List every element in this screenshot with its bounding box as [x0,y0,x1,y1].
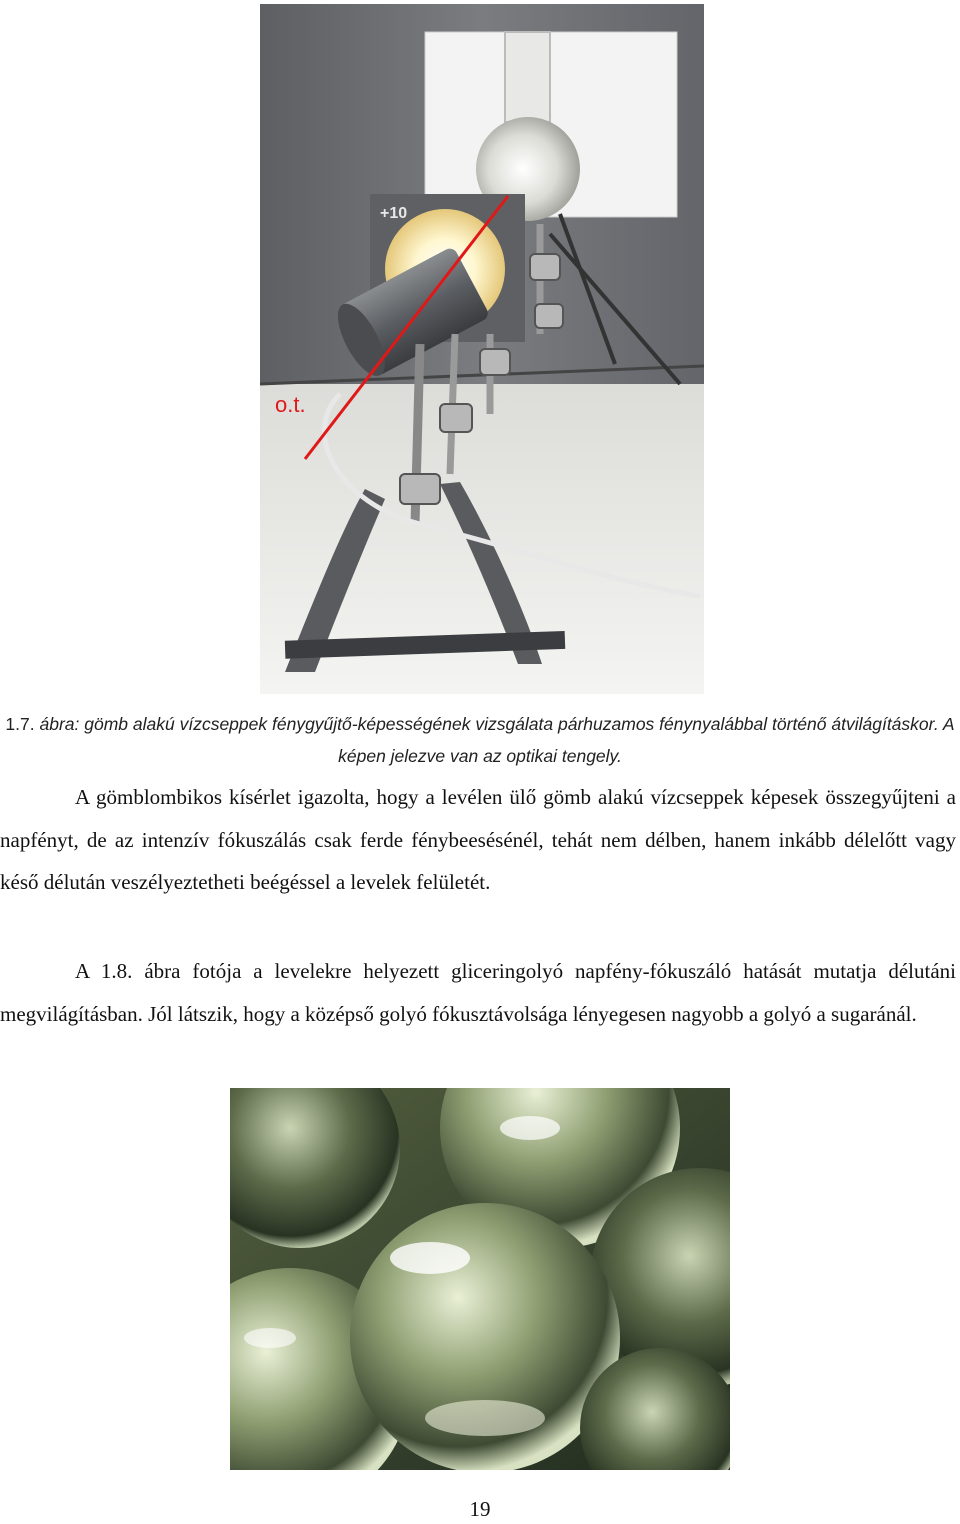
apparatus-illustration [260,4,704,694]
figure-caption [0,708,960,772]
paragraph-1: A gömblombikos kísérlet igazolta, hogy a levélen ülő gömb alakú vízcseppek képesek összegyűjteni a napfényt, de az intenzív fókuszálás csak ferde fénybeesésénél, tehát nem délben, hanem inkább délelőtt vagy késő délután veszélyeztetheti beégéssel a levelek felületét. [0,785,956,894]
caption-text: ábra: gömb alakú vízcseppek fénygyűjtő-képességének vizsgálata párhuzamos fénynyalábbal történő átvilágításkor. A képen jelezve van az optikai tengely. [39,714,955,766]
caption-number: 1.7. [5,714,35,734]
plate-label: +10 [380,205,408,222]
optical-axis-label: o.t. [275,392,306,417]
figure-1-8-photo [230,1088,730,1470]
paragraph-2: A 1.8. ábra fotója a levelekre helyezett gliceringolyó napfény-fókuszáló hatását mutatja délutáni megvilágításban. Jól látszik, hogy a középső golyó fókusztávolsága lényegesen nagyobb a golyó a sugaránál. [0,959,956,1026]
page-number: 19 [469,1497,491,1521]
figure-1-7-photo [260,4,704,694]
glycerin-balls-illustration [230,1088,730,1470]
